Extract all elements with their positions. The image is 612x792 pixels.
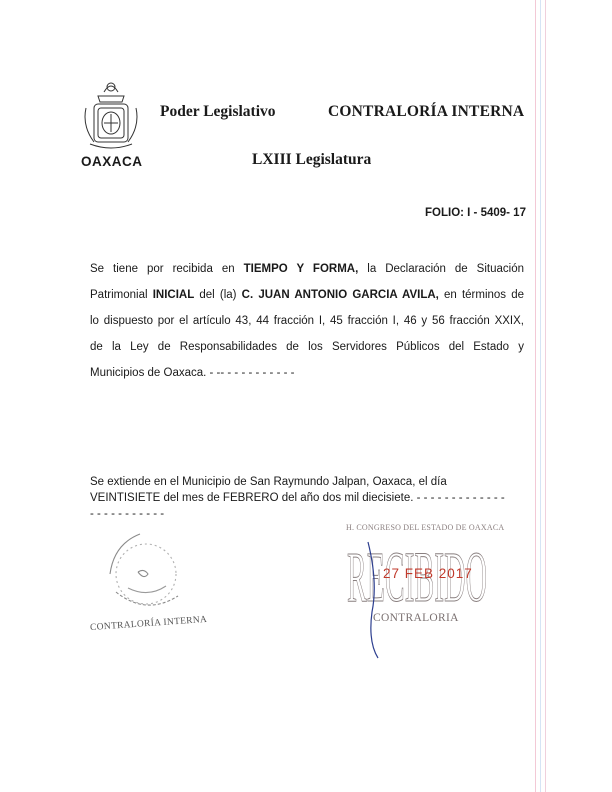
closing-paragraph <box>90 474 530 522</box>
state-name-label: OAXACA <box>81 154 143 169</box>
text-run: Se tiene por recibida en <box>90 263 244 275</box>
bold-text-run: C. JUAN ANTONIO GARCIA AVILA, <box>241 289 439 301</box>
closing-line: VEINTISIETE del mes de FEBRERO del año dos mil diecisiete. - - - - - - - - - - - - - <box>90 492 505 504</box>
closing-line: - - - - - - - - - - - <box>90 508 165 520</box>
text-run: en términos de <box>438 289 524 301</box>
received-word: RECIBIDO <box>347 537 487 609</box>
scan-edge-line <box>540 0 541 792</box>
scan-edge-line <box>535 0 536 792</box>
paragraph-line <box>90 334 524 360</box>
received-date: 27 FEB 2017 <box>383 566 473 581</box>
bold-text-run: INICIAL <box>152 289 195 301</box>
legislature-label: LXIII Legislatura <box>252 151 372 168</box>
received-stamp-header: H. CONGRESO DEL ESTADO DE OAXACA <box>346 523 505 532</box>
declaration-paragraph <box>90 256 524 386</box>
text-run: del (la) <box>194 289 242 301</box>
text-run: Municipios de Oaxaca. - -- - - - - - - - - - - <box>90 367 295 379</box>
paragraph-line <box>90 282 524 308</box>
scan-edge-line <box>545 0 546 792</box>
left-stamp-caption: CONTRALORÍA INTERNA <box>89 614 208 634</box>
state-crest-icon <box>80 78 142 152</box>
seal-stamp-icon <box>88 516 238 616</box>
bold-text-run: TIEMPO Y FORMA, <box>243 263 359 275</box>
paragraph-line <box>90 360 524 386</box>
header-right-title: CONTRALORÍA INTERNA <box>328 103 525 120</box>
paragraph-line <box>90 308 524 334</box>
text-run: lo dispuesto por el artículo 43, 44 fracción I, 45 fracción I, 46 y 56 fracción XXIX, <box>90 315 524 327</box>
signature-stroke <box>360 540 400 660</box>
text-run: la Declaración de Situación <box>358 263 524 275</box>
text-run: Patrimonial <box>90 289 153 301</box>
header-left-title: Poder Legislativo <box>160 103 276 120</box>
received-stamp-footer: CONTRALORIA <box>373 612 459 624</box>
closing-line: Se extiende en el Municipio de San Raymundo Jalpan, Oaxaca, el día <box>90 476 447 488</box>
folio-number: FOLIO: I - 5409- 17 <box>425 207 526 219</box>
paragraph-line <box>90 256 524 282</box>
text-run: de la Ley de Responsabilidades de los Servidores Públicos del Estado y <box>90 341 524 353</box>
